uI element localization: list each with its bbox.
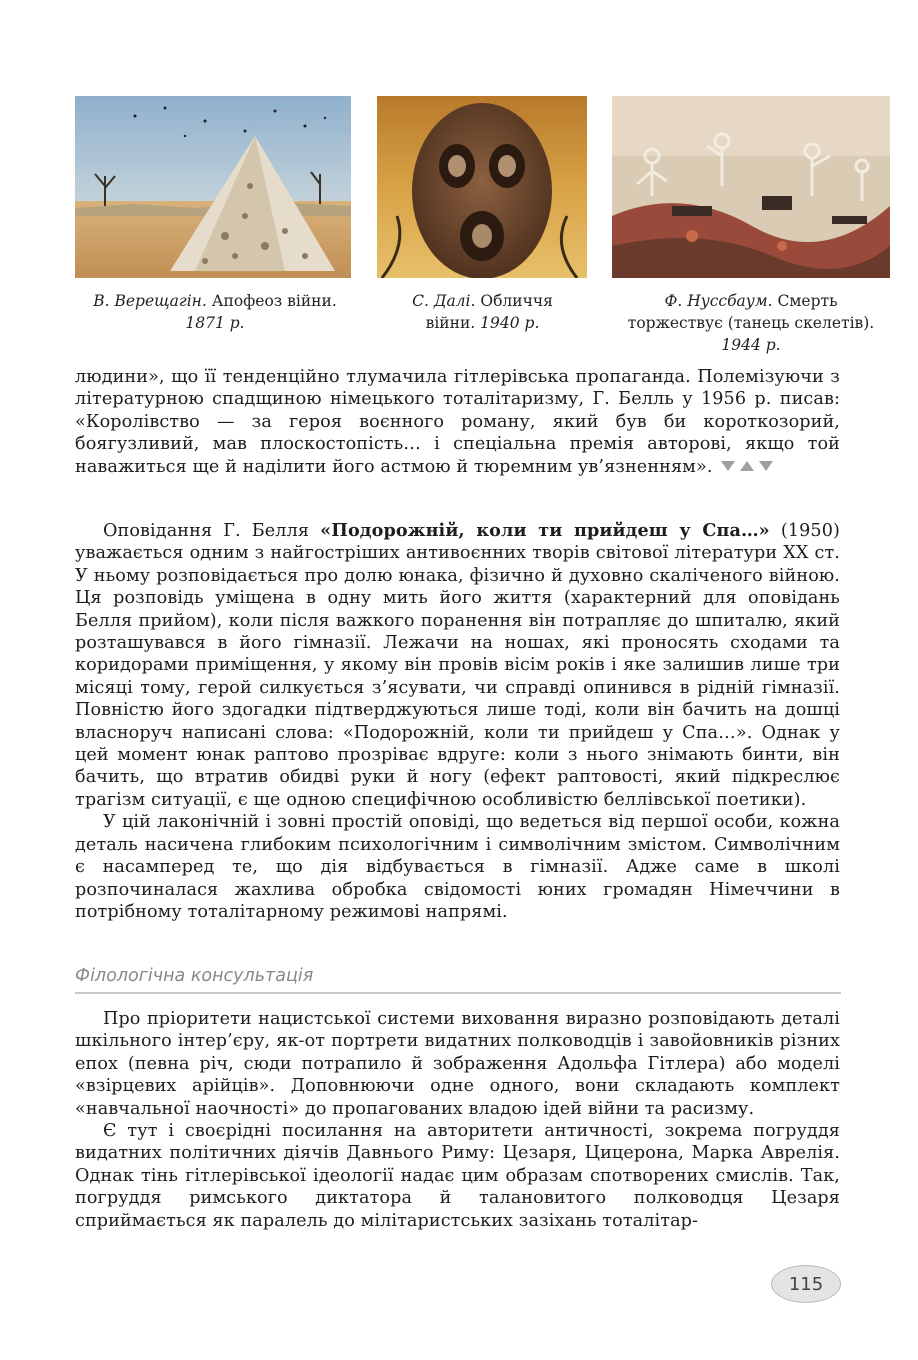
caption-dali: [385, 290, 580, 334]
painting-nussbaum-image: [612, 96, 890, 278]
caption-year: 1940 р.: [480, 314, 540, 332]
paragraph-consult-2: Є тут і своєрідні посилання на авторитети античності, зокрема погруддя видатних політичних діячів Давнього Риму: Цезаря, Цицерона, Марка Аврелія. Однак тінь гітлерівської ідеології надає цим образам спотворених смислів. Так, погруддя римського диктатора й талановитого полководця Цезаря сприймається як паралель до мілітаристських зазіхань тоталітар-: [75, 1121, 840, 1231]
page-number: 115: [771, 1265, 841, 1303]
paragraph-details: У цій лаконічній і зовні простій оповіді, що ведеться від першої особи, кожна деталь насичена глибоким психологічним і символічним змістом. Символічним є насамперед те, що дія відбувається в гімназії. Адже саме в школі розпочиналася жахлива обробка свідомості юних громадян Німеччини в потрібному тоталітарному режимові напрямі.: [75, 812, 840, 922]
painting-dali-image: [377, 96, 587, 278]
story-text: (1950) уважається одним з найгостріших антивоєнних творів світової літератури ХХ ст. У ньому розповідається про долю юнака, фізично й духовно скаліченого війною. Ця розповідь уміщена в одну мить його життя (характерний для оповідань Белля прийом), коли після важкого поранення він потрапляє до шпиталю, який розташувався в його гімназії. Лежачи на ношах, які проносять сходами та коридорами приміщення, у якому він провів вісім років і яке залишив лише три місяці тому, герой силкується з’ясувати, чи справді опинився в рідній гімназії. Повністю його здогадки підтверджуються лише тоді, коли він бачить на дошці власноруч написані слова: «Подорожній, коли ти прийдеш у Спа…». Однак у цей момент юнак раптово прозріває вдруге: коли з нього знімають бинти, він бачить, що втратив обидві руки й ногу (ефект раптовості, який підкреслює трагізм ситуації, є ще одною специфічною особливістю беллівської поетики).: [75, 521, 840, 810]
story-intro: Оповідання Г. Белля: [103, 521, 310, 541]
paragraph-story: [75, 520, 840, 811]
paragraph-top-text: людини», що її тенденційно тлумачила гітлерівська пропаганда. Полемізуючи з літературною спадщиною німецького тоталітаризму, Г. Белль у 1956 р. писав: «Королівство — за героя воєнного роману, який був би короткозорий, боягузливий, мав плоскостопість… і спеціальна премія авторові, якщо той наважиться ще й наділити його астмою й тюремним ув’язненням».: [75, 367, 840, 477]
caption-title: Обличчя: [480, 292, 553, 310]
caption-vereshchagin: [70, 290, 360, 334]
section-title: Філологічна консультація: [75, 966, 841, 994]
text-block-top: [75, 366, 840, 478]
caption-author: Ф. Нуссбаум.: [664, 292, 773, 310]
text-block-story: [75, 520, 840, 923]
caption-author: В. Верещагін.: [93, 292, 207, 310]
story-title: «Подорожній, коли ти прийдеш у Спа…»: [320, 520, 770, 541]
caption-nussbaum: [606, 290, 896, 356]
caption-title: Апофеоз війни.: [211, 292, 337, 310]
caption-title-cont: торжествує (танець скелетів).: [627, 314, 875, 332]
caption-title: Смерть: [777, 292, 838, 310]
caption-title-cont: війни.: [425, 314, 476, 332]
caption-year: 1871 р.: [185, 314, 245, 332]
caption-year: 1944 р.: [721, 336, 781, 354]
paragraph-top: [75, 366, 840, 478]
triangles-end-marker-icon: [721, 456, 773, 478]
paragraph-consult-1: Про пріоритети нацистської системи виховання виразно розповідають деталі шкільного інтер’єру, як-от портрети видатних полководців і завойовників різних епох (певна річ, сюди потрапило й зображення Адольфа Гітлера) або моделі «взірцевих арійців». Доповнюючи одне одного, вони складають комплект «навчальної наочності» до пропагованих владою ідей війни та расизму.: [75, 1009, 840, 1119]
text-block-consult: [75, 1008, 840, 1232]
caption-author: С. Далі.: [412, 292, 476, 310]
painting-vereshchagin-image: [75, 96, 351, 278]
